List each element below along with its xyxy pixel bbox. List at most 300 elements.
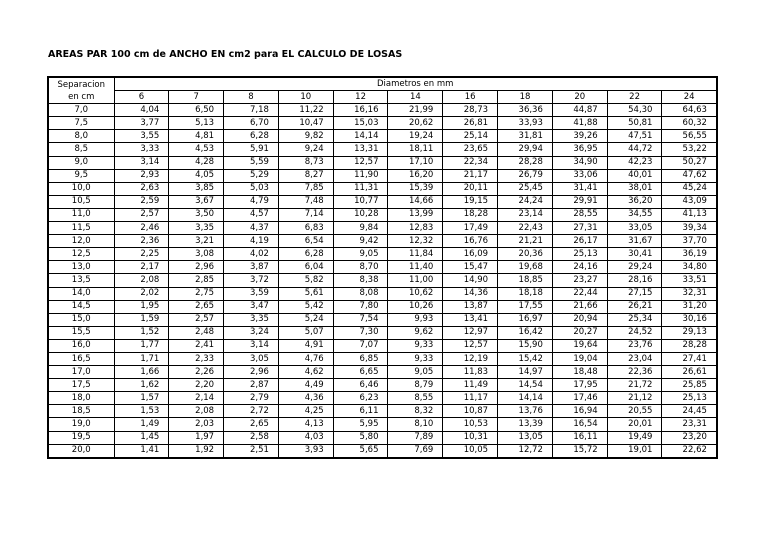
area-cell: 10,05 bbox=[443, 444, 498, 458]
area-cell: 8,32 bbox=[388, 405, 443, 418]
area-cell: 33,05 bbox=[607, 222, 662, 235]
area-cell: 19,15 bbox=[443, 195, 498, 208]
area-cell: 22,36 bbox=[607, 366, 662, 379]
area-cell: 64,63 bbox=[662, 104, 717, 117]
area-cell: 24,45 bbox=[662, 405, 717, 418]
area-cell: 3,87 bbox=[224, 261, 279, 274]
diameter-header: Diametros en mm bbox=[114, 77, 717, 91]
area-cell: 30,16 bbox=[662, 313, 717, 326]
area-cell: 10,53 bbox=[443, 418, 498, 431]
area-cell: 31,20 bbox=[662, 300, 717, 313]
area-cell: 15,42 bbox=[498, 352, 553, 365]
separation-cell: 18,0 bbox=[48, 392, 114, 405]
area-cell: 27,31 bbox=[552, 222, 607, 235]
area-cell: 2,36 bbox=[114, 235, 169, 248]
area-cell: 3,35 bbox=[169, 222, 224, 235]
table-row bbox=[48, 431, 717, 444]
diameter-col-header: 10 bbox=[278, 91, 333, 104]
area-cell: 19,04 bbox=[552, 352, 607, 365]
area-cell: 26,17 bbox=[552, 235, 607, 248]
area-cell: 8,55 bbox=[388, 392, 443, 405]
area-cell: 23,04 bbox=[607, 352, 662, 365]
table-row bbox=[48, 339, 717, 352]
area-cell: 3,24 bbox=[224, 326, 279, 339]
area-cell: 42,23 bbox=[607, 156, 662, 169]
area-cell: 36,36 bbox=[498, 104, 553, 117]
area-cell: 10,87 bbox=[443, 405, 498, 418]
area-cell: 11,84 bbox=[388, 248, 443, 261]
area-cell: 28,16 bbox=[607, 274, 662, 287]
area-cell: 9,05 bbox=[388, 366, 443, 379]
separation-cell: 10,5 bbox=[48, 195, 114, 208]
area-cell: 22,44 bbox=[552, 287, 607, 300]
area-cell: 10,26 bbox=[388, 300, 443, 313]
area-cell: 7,48 bbox=[278, 195, 333, 208]
area-cell: 4,62 bbox=[278, 366, 333, 379]
area-cell: 2,02 bbox=[114, 287, 169, 300]
area-cell: 7,89 bbox=[388, 431, 443, 444]
area-cell: 17,49 bbox=[443, 222, 498, 235]
area-cell: 33,93 bbox=[498, 117, 553, 130]
area-cell: 18,18 bbox=[498, 287, 553, 300]
diameter-col-header: 18 bbox=[498, 91, 553, 104]
area-cell: 26,81 bbox=[443, 117, 498, 130]
area-cell: 25,13 bbox=[552, 248, 607, 261]
area-cell: 10,47 bbox=[278, 117, 333, 130]
separation-cell: 18,5 bbox=[48, 405, 114, 418]
area-cell: 9,33 bbox=[388, 339, 443, 352]
area-cell: 1,77 bbox=[114, 339, 169, 352]
area-cell: 9,84 bbox=[333, 222, 388, 235]
area-cell: 23,31 bbox=[662, 418, 717, 431]
area-cell: 13,76 bbox=[498, 405, 553, 418]
area-cell: 7,85 bbox=[278, 182, 333, 195]
area-cell: 11,00 bbox=[388, 274, 443, 287]
area-cell: 22,34 bbox=[443, 156, 498, 169]
area-cell: 7,80 bbox=[333, 300, 388, 313]
area-cell: 2,17 bbox=[114, 261, 169, 274]
area-cell: 14,54 bbox=[498, 379, 553, 392]
area-cell: 29,91 bbox=[552, 195, 607, 208]
area-cell: 29,94 bbox=[498, 143, 553, 156]
table-row bbox=[48, 313, 717, 326]
area-cell: 6,65 bbox=[333, 366, 388, 379]
diameter-col-header: 16 bbox=[443, 91, 498, 104]
area-cell: 4,02 bbox=[224, 248, 279, 261]
area-cell: 14,36 bbox=[443, 287, 498, 300]
table-row bbox=[48, 300, 717, 313]
area-cell: 9,05 bbox=[333, 248, 388, 261]
area-cell: 4,25 bbox=[278, 405, 333, 418]
area-cell: 25,45 bbox=[498, 182, 553, 195]
area-cell: 12,72 bbox=[498, 444, 553, 458]
area-cell: 9,33 bbox=[388, 352, 443, 365]
area-cell: 1,97 bbox=[169, 431, 224, 444]
area-cell: 3,33 bbox=[114, 143, 169, 156]
area-cell: 41,13 bbox=[662, 208, 717, 221]
area-cell: 9,62 bbox=[388, 326, 443, 339]
separation-cell: 14,0 bbox=[48, 287, 114, 300]
area-cell: 38,01 bbox=[607, 182, 662, 195]
area-cell: 41,88 bbox=[552, 117, 607, 130]
area-cell: 13,05 bbox=[498, 431, 553, 444]
area-cell: 2,25 bbox=[114, 248, 169, 261]
area-cell: 2,96 bbox=[224, 366, 279, 379]
area-cell: 2,72 bbox=[224, 405, 279, 418]
area-cell: 28,73 bbox=[443, 104, 498, 117]
area-cell: 27,15 bbox=[607, 287, 662, 300]
area-cell: 11,22 bbox=[278, 104, 333, 117]
area-cell: 3,08 bbox=[169, 248, 224, 261]
area-cell: 2,85 bbox=[169, 274, 224, 287]
separation-cell: 17,0 bbox=[48, 366, 114, 379]
area-cell: 16,09 bbox=[443, 248, 498, 261]
table-row bbox=[48, 248, 717, 261]
separation-cell: 15,0 bbox=[48, 313, 114, 326]
area-cell: 17,46 bbox=[552, 392, 607, 405]
area-cell: 2,08 bbox=[169, 405, 224, 418]
area-cell: 11,83 bbox=[443, 366, 498, 379]
area-cell: 10,28 bbox=[333, 208, 388, 221]
area-cell: 8,70 bbox=[333, 261, 388, 274]
area-cell: 25,13 bbox=[662, 392, 717, 405]
area-cell: 3,77 bbox=[114, 117, 169, 130]
area-cell: 14,14 bbox=[498, 392, 553, 405]
area-cell: 23,76 bbox=[607, 339, 662, 352]
separation-cell: 19,0 bbox=[48, 418, 114, 431]
table-row bbox=[48, 169, 717, 182]
area-cell: 36,95 bbox=[552, 143, 607, 156]
area-cell: 9,42 bbox=[333, 235, 388, 248]
area-cell: 34,55 bbox=[607, 208, 662, 221]
area-cell: 3,67 bbox=[169, 195, 224, 208]
table-row bbox=[48, 274, 717, 287]
area-cell: 4,79 bbox=[224, 195, 279, 208]
area-cell: 2,26 bbox=[169, 366, 224, 379]
separation-header-line2: en cm bbox=[68, 91, 95, 102]
area-cell: 16,76 bbox=[443, 235, 498, 248]
area-cell: 29,13 bbox=[662, 326, 717, 339]
separation-cell: 8,0 bbox=[48, 130, 114, 143]
separation-cell: 14,5 bbox=[48, 300, 114, 313]
area-cell: 2,63 bbox=[114, 182, 169, 195]
table-row bbox=[48, 444, 717, 458]
area-cell: 3,59 bbox=[224, 287, 279, 300]
area-cell: 60,32 bbox=[662, 117, 717, 130]
area-cell: 4,76 bbox=[278, 352, 333, 365]
area-cell: 24,24 bbox=[498, 195, 553, 208]
area-cell: 21,66 bbox=[552, 300, 607, 313]
area-cell: 1,71 bbox=[114, 352, 169, 365]
area-cell: 1,53 bbox=[114, 405, 169, 418]
area-cell: 4,05 bbox=[169, 169, 224, 182]
area-cell: 8,27 bbox=[278, 169, 333, 182]
area-cell: 7,14 bbox=[278, 208, 333, 221]
diameter-col-header: 6 bbox=[114, 91, 169, 104]
area-cell: 43,09 bbox=[662, 195, 717, 208]
separation-header bbox=[48, 77, 114, 104]
area-cell: 18,48 bbox=[552, 366, 607, 379]
table-row bbox=[48, 326, 717, 339]
area-cell: 20,55 bbox=[607, 405, 662, 418]
area-cell: 28,28 bbox=[662, 339, 717, 352]
area-cell: 13,31 bbox=[333, 143, 388, 156]
table-row bbox=[48, 418, 717, 431]
area-cell: 9,24 bbox=[278, 143, 333, 156]
table-row bbox=[48, 104, 717, 117]
table-row bbox=[48, 182, 717, 195]
area-cell: 1,66 bbox=[114, 366, 169, 379]
area-cell: 19,68 bbox=[498, 261, 553, 274]
separation-cell: 16,0 bbox=[48, 339, 114, 352]
area-cell: 39,34 bbox=[662, 222, 717, 235]
area-cell: 25,14 bbox=[443, 130, 498, 143]
area-cell: 2,57 bbox=[114, 208, 169, 221]
area-cell: 1,52 bbox=[114, 326, 169, 339]
area-cell: 28,55 bbox=[552, 208, 607, 221]
area-cell: 2,96 bbox=[169, 261, 224, 274]
area-cell: 10,77 bbox=[333, 195, 388, 208]
area-cell: 3,93 bbox=[278, 444, 333, 458]
area-cell: 31,41 bbox=[552, 182, 607, 195]
area-cell: 26,21 bbox=[607, 300, 662, 313]
area-cell: 7,30 bbox=[333, 326, 388, 339]
area-cell: 44,72 bbox=[607, 143, 662, 156]
area-cell: 12,57 bbox=[333, 156, 388, 169]
area-cell: 6,46 bbox=[333, 379, 388, 392]
area-cell: 4,13 bbox=[278, 418, 333, 431]
area-cell: 23,20 bbox=[662, 431, 717, 444]
area-cell: 1,59 bbox=[114, 313, 169, 326]
separation-cell: 8,5 bbox=[48, 143, 114, 156]
area-cell: 2,87 bbox=[224, 379, 279, 392]
separation-cell: 9,5 bbox=[48, 169, 114, 182]
area-cell: 17,95 bbox=[552, 379, 607, 392]
area-cell: 5,65 bbox=[333, 444, 388, 458]
area-cell: 18,28 bbox=[443, 208, 498, 221]
area-cell: 23,14 bbox=[498, 208, 553, 221]
area-cell: 2,65 bbox=[224, 418, 279, 431]
separation-cell: 19,5 bbox=[48, 431, 114, 444]
area-cell: 3,85 bbox=[169, 182, 224, 195]
area-cell: 4,53 bbox=[169, 143, 224, 156]
area-cell: 5,91 bbox=[224, 143, 279, 156]
area-cell: 3,72 bbox=[224, 274, 279, 287]
area-cell: 6,28 bbox=[278, 248, 333, 261]
area-cell: 53,22 bbox=[662, 143, 717, 156]
area-cell: 2,14 bbox=[169, 392, 224, 405]
area-cell: 4,49 bbox=[278, 379, 333, 392]
area-cell: 1,95 bbox=[114, 300, 169, 313]
area-cell: 12,19 bbox=[443, 352, 498, 365]
diameter-col-header: 24 bbox=[662, 91, 717, 104]
area-cell: 7,07 bbox=[333, 339, 388, 352]
area-cell: 12,83 bbox=[388, 222, 443, 235]
area-cell: 4,04 bbox=[114, 104, 169, 117]
separation-cell: 12,5 bbox=[48, 248, 114, 261]
area-cell: 11,90 bbox=[333, 169, 388, 182]
area-cell: 5,24 bbox=[278, 313, 333, 326]
area-cell: 6,04 bbox=[278, 261, 333, 274]
table-row bbox=[48, 156, 717, 169]
area-cell: 2,33 bbox=[169, 352, 224, 365]
diameter-col-header: 22 bbox=[607, 91, 662, 104]
area-cell: 16,94 bbox=[552, 405, 607, 418]
area-cell: 1,41 bbox=[114, 444, 169, 458]
area-cell: 40,01 bbox=[607, 169, 662, 182]
area-cell: 3,21 bbox=[169, 235, 224, 248]
area-cell: 5,80 bbox=[333, 431, 388, 444]
area-cell: 17,55 bbox=[498, 300, 553, 313]
diameter-col-header: 12 bbox=[333, 91, 388, 104]
diameter-col-header: 8 bbox=[224, 91, 279, 104]
area-cell: 16,20 bbox=[388, 169, 443, 182]
area-cell: 54,30 bbox=[607, 104, 662, 117]
area-cell: 30,41 bbox=[607, 248, 662, 261]
area-cell: 19,64 bbox=[552, 339, 607, 352]
area-cell: 56,55 bbox=[662, 130, 717, 143]
area-cell: 14,66 bbox=[388, 195, 443, 208]
area-cell: 2,03 bbox=[169, 418, 224, 431]
area-cell: 47,62 bbox=[662, 169, 717, 182]
area-cell: 2,58 bbox=[224, 431, 279, 444]
separation-cell: 13,0 bbox=[48, 261, 114, 274]
area-cell: 11,49 bbox=[443, 379, 498, 392]
area-cell: 18,85 bbox=[498, 274, 553, 287]
area-cell: 34,80 bbox=[662, 261, 717, 274]
area-cell: 15,03 bbox=[333, 117, 388, 130]
area-cell: 20,11 bbox=[443, 182, 498, 195]
area-cell: 6,54 bbox=[278, 235, 333, 248]
area-cell: 11,40 bbox=[388, 261, 443, 274]
area-cell: 45,24 bbox=[662, 182, 717, 195]
table-row bbox=[48, 405, 717, 418]
area-cell: 20,01 bbox=[607, 418, 662, 431]
area-cell: 25,85 bbox=[662, 379, 717, 392]
area-cell: 18,11 bbox=[388, 143, 443, 156]
diameter-col-header: 7 bbox=[169, 91, 224, 104]
area-cell: 20,36 bbox=[498, 248, 553, 261]
area-cell: 7,69 bbox=[388, 444, 443, 458]
table-row bbox=[48, 130, 717, 143]
area-cell: 4,28 bbox=[169, 156, 224, 169]
diameter-row bbox=[48, 91, 717, 104]
area-cell: 27,41 bbox=[662, 352, 717, 365]
table-body bbox=[48, 104, 717, 458]
table-row bbox=[48, 222, 717, 235]
area-cell: 5,13 bbox=[169, 117, 224, 130]
area-cell: 2,46 bbox=[114, 222, 169, 235]
area-cell: 11,31 bbox=[333, 182, 388, 195]
separation-cell: 7,0 bbox=[48, 104, 114, 117]
diameter-col-header: 20 bbox=[552, 91, 607, 104]
area-cell: 5,29 bbox=[224, 169, 279, 182]
area-cell: 13,39 bbox=[498, 418, 553, 431]
table-row bbox=[48, 392, 717, 405]
area-cell: 22,43 bbox=[498, 222, 553, 235]
area-cell: 6,83 bbox=[278, 222, 333, 235]
area-cell: 9,82 bbox=[278, 130, 333, 143]
table-row bbox=[48, 261, 717, 274]
area-cell: 22,62 bbox=[662, 444, 717, 458]
area-cell: 24,52 bbox=[607, 326, 662, 339]
table-row bbox=[48, 352, 717, 365]
area-cell: 9,93 bbox=[388, 313, 443, 326]
area-cell: 21,12 bbox=[607, 392, 662, 405]
area-cell: 16,11 bbox=[552, 431, 607, 444]
area-cell: 19,49 bbox=[607, 431, 662, 444]
area-cell: 14,14 bbox=[333, 130, 388, 143]
area-cell: 3,50 bbox=[169, 208, 224, 221]
area-cell: 26,79 bbox=[498, 169, 553, 182]
area-cell: 23,27 bbox=[552, 274, 607, 287]
area-cell: 13,87 bbox=[443, 300, 498, 313]
page-title: AREAS PAR 100 cm de ANCHO EN cm2 para EL CALCULO DE LOSAS bbox=[48, 49, 403, 60]
area-cell: 50,81 bbox=[607, 117, 662, 130]
area-cell: 8,38 bbox=[333, 274, 388, 287]
area-cell: 16,16 bbox=[333, 104, 388, 117]
separation-cell: 16,5 bbox=[48, 352, 114, 365]
area-cell: 8,79 bbox=[388, 379, 443, 392]
area-cell: 19,01 bbox=[607, 444, 662, 458]
area-cell: 5,59 bbox=[224, 156, 279, 169]
area-cell: 10,62 bbox=[388, 287, 443, 300]
area-cell: 3,35 bbox=[224, 313, 279, 326]
separation-cell: 15,5 bbox=[48, 326, 114, 339]
area-cell: 3,55 bbox=[114, 130, 169, 143]
table-row bbox=[48, 143, 717, 156]
area-cell: 39,26 bbox=[552, 130, 607, 143]
area-cell: 16,54 bbox=[552, 418, 607, 431]
area-cell: 4,36 bbox=[278, 392, 333, 405]
area-cell: 6,50 bbox=[169, 104, 224, 117]
area-cell: 2,79 bbox=[224, 392, 279, 405]
area-cell: 31,67 bbox=[607, 235, 662, 248]
area-cell: 1,62 bbox=[114, 379, 169, 392]
area-cell: 12,32 bbox=[388, 235, 443, 248]
area-cell: 34,90 bbox=[552, 156, 607, 169]
area-cell: 11,17 bbox=[443, 392, 498, 405]
area-cell: 13,99 bbox=[388, 208, 443, 221]
area-cell: 28,28 bbox=[498, 156, 553, 169]
area-cell: 1,49 bbox=[114, 418, 169, 431]
area-cell: 12,97 bbox=[443, 326, 498, 339]
separation-cell: 17,5 bbox=[48, 379, 114, 392]
table-row bbox=[48, 195, 717, 208]
area-cell: 6,28 bbox=[224, 130, 279, 143]
area-cell: 2,08 bbox=[114, 274, 169, 287]
area-cell: 12,57 bbox=[443, 339, 498, 352]
area-cell: 6,11 bbox=[333, 405, 388, 418]
area-cell: 1,57 bbox=[114, 392, 169, 405]
separation-cell: 7,5 bbox=[48, 117, 114, 130]
area-cell: 5,07 bbox=[278, 326, 333, 339]
area-cell: 20,27 bbox=[552, 326, 607, 339]
area-cell: 2,75 bbox=[169, 287, 224, 300]
area-cell: 33,51 bbox=[662, 274, 717, 287]
area-cell: 36,20 bbox=[607, 195, 662, 208]
area-cell: 8,08 bbox=[333, 287, 388, 300]
area-cell: 44,87 bbox=[552, 104, 607, 117]
area-cell: 3,14 bbox=[224, 339, 279, 352]
area-cell: 2,93 bbox=[114, 169, 169, 182]
table-row bbox=[48, 379, 717, 392]
area-cell: 21,99 bbox=[388, 104, 443, 117]
separation-cell: 9,0 bbox=[48, 156, 114, 169]
separation-cell: 11,0 bbox=[48, 208, 114, 221]
separation-cell: 12,0 bbox=[48, 235, 114, 248]
area-cell: 2,65 bbox=[169, 300, 224, 313]
